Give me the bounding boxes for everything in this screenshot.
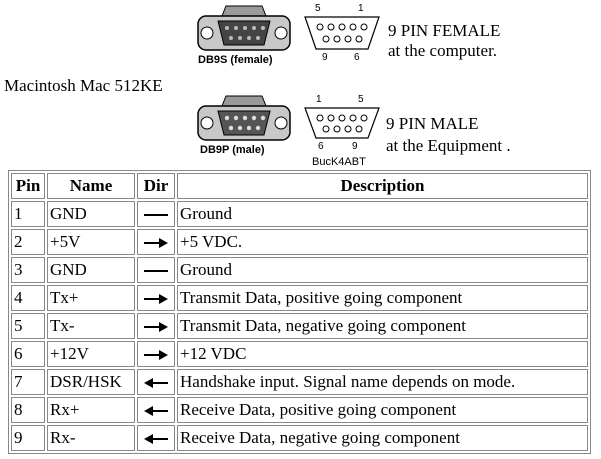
- pin-direction: [137, 257, 175, 283]
- pin-name: GND: [47, 257, 135, 283]
- pin-direction: [137, 285, 175, 311]
- pin-direction: [137, 425, 175, 451]
- no-direction-icon: [143, 265, 169, 277]
- pin-description: Ground: [177, 257, 588, 283]
- pin-name: Rx+: [47, 397, 135, 423]
- table-row: [11, 313, 588, 339]
- pin-number: 6: [11, 341, 45, 367]
- table-header-row: [11, 173, 588, 199]
- pin-number: 3: [11, 257, 45, 283]
- db9-male-connector-image: [196, 94, 292, 144]
- db9-female-connector-image: [196, 4, 292, 54]
- header-dir: Dir: [137, 173, 175, 199]
- pin-description: Receive Data, negative going component: [177, 425, 588, 451]
- table-row: [11, 341, 588, 367]
- female-pin-bottom-left: 9: [322, 52, 328, 63]
- female-connector-label: DB9S (female): [198, 54, 273, 66]
- pin-number: 4: [11, 285, 45, 311]
- pin-direction: [137, 201, 175, 227]
- pin-name: GND: [47, 201, 135, 227]
- pin-direction: [137, 397, 175, 423]
- header-pin: Pin: [11, 173, 45, 199]
- male-title: 9 PIN MALE: [386, 114, 479, 133]
- pin-name: Rx-: [47, 425, 135, 451]
- arrow-right-icon: [143, 321, 169, 333]
- pin-name: DSR/HSK: [47, 369, 135, 395]
- pin-number: 7: [11, 369, 45, 395]
- female-pin-top-left: 5: [315, 3, 321, 14]
- pin-description: Transmit Data, positive going component: [177, 285, 588, 311]
- male-connector-label: DB9P (male): [200, 144, 265, 156]
- arrow-left-icon: [143, 377, 169, 389]
- table-row: [11, 285, 588, 311]
- table-row: [11, 201, 588, 227]
- pin-name: Tx+: [47, 285, 135, 311]
- arrow-right-icon: [143, 349, 169, 361]
- female-subtitle: at the computer.: [388, 41, 498, 60]
- male-pin-bottom-right: 9: [352, 141, 358, 152]
- pin-description: Receive Data, positive going component: [177, 397, 588, 423]
- pin-number: 9: [11, 425, 45, 451]
- table-row: [11, 229, 588, 255]
- male-pin-top-right: 5: [358, 94, 364, 105]
- male-subtitle: at the Equipment .: [386, 136, 511, 155]
- pin-direction: [137, 341, 175, 367]
- male-pinout-diagram: [302, 105, 382, 141]
- pin-direction: [137, 313, 175, 339]
- header-description: Description: [177, 173, 588, 199]
- table-row: [11, 369, 588, 395]
- arrow-right-icon: [143, 237, 169, 249]
- female-title: 9 PIN FEMALE: [388, 21, 501, 40]
- arrow-left-icon: [143, 405, 169, 417]
- pin-description: Transmit Data, negative going component: [177, 313, 588, 339]
- female-pin-bottom-right: 6: [354, 52, 360, 63]
- pin-direction: [137, 369, 175, 395]
- pin-name: Tx-: [47, 313, 135, 339]
- pin-description: +12 VDC: [177, 341, 588, 367]
- watermark-text: BucK4ABT: [312, 156, 366, 168]
- pin-description: Ground: [177, 201, 588, 227]
- pin-name: +5V: [47, 229, 135, 255]
- pin-number: 1: [11, 201, 45, 227]
- pin-description: +5 VDC.: [177, 229, 588, 255]
- table-row: [11, 425, 588, 451]
- device-name: Macintosh Mac 512KE: [4, 76, 163, 95]
- no-direction-icon: [143, 209, 169, 221]
- male-pin-top-left: 1: [316, 94, 322, 105]
- table-row: [11, 257, 588, 283]
- table-row: [11, 397, 588, 423]
- female-pinout-diagram: [302, 14, 382, 52]
- pin-name: +12V: [47, 341, 135, 367]
- pin-number: 5: [11, 313, 45, 339]
- pin-direction: [137, 229, 175, 255]
- female-pin-top-right: 1: [358, 3, 364, 14]
- pin-number: 2: [11, 229, 45, 255]
- pin-description: Handshake input. Signal name depends on mode.: [177, 369, 588, 395]
- pin-number: 8: [11, 397, 45, 423]
- male-pin-bottom-left: 6: [318, 141, 324, 152]
- arrow-left-icon: [143, 433, 169, 445]
- arrow-right-icon: [143, 293, 169, 305]
- header-name: Name: [47, 173, 135, 199]
- pinout-table: [8, 170, 591, 454]
